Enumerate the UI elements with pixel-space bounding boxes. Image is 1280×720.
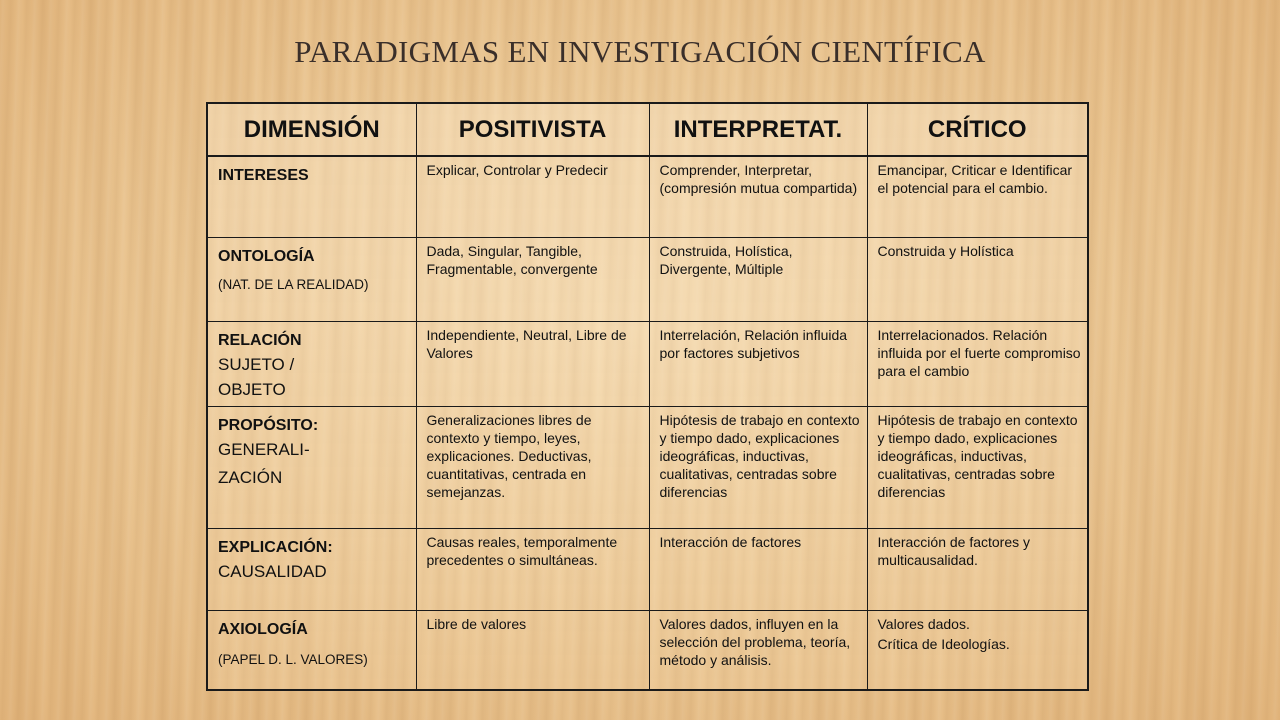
positivista-cell: Explicar, Controlar y Predecir xyxy=(416,156,649,237)
table-row xyxy=(207,406,1088,528)
table-row xyxy=(207,610,1088,690)
dimension-title: RELACIÓN xyxy=(218,331,302,349)
critico-line: Emancipar, Criticar e Identificar el potencial para el cambio. xyxy=(877,162,1073,196)
critico-line: Valores dados. xyxy=(877,615,970,632)
positivista-cell: Dada, Singular, Tangible, Fragmentable, convergente xyxy=(416,237,649,321)
table-header-row xyxy=(207,103,1088,156)
table-row xyxy=(207,156,1088,237)
dimension-cell xyxy=(207,610,416,690)
critico-cell xyxy=(867,406,1088,528)
header-dimension: DIMENSIÓN xyxy=(207,103,416,156)
dimension-subtitle: OBJETO xyxy=(218,379,286,399)
paradigms-table xyxy=(206,102,1089,691)
dimension-subtitle: SUJETO / xyxy=(218,354,295,374)
critico-cell xyxy=(867,321,1088,406)
critico-line: Hipótesis de trabajo en contexto y tiempo dado, explicaciones ideográficas, inductivas, cualitativas, centradas sobre diferencias xyxy=(877,411,1078,500)
dimension-cell xyxy=(207,321,416,406)
interpretativo-cell: Interacción de factores xyxy=(649,528,867,610)
interpretativo-cell: Hipótesis de trabajo en contexto y tiempo dado, explicaciones ideográficas, inductivas, cualitativas, centradas sobre diferencias xyxy=(649,406,867,528)
interpretativo-cell: Interrelación, Relación influida por factores subjetivos xyxy=(649,321,867,406)
dimension-subtitle: (NAT. DE LA REALIDAD) xyxy=(218,276,369,292)
header-positivista: POSITIVISTA xyxy=(416,103,649,156)
dimension-subtitle: CAUSALIDAD xyxy=(218,561,327,581)
dimension-subtitle: GENERALI- xyxy=(218,439,310,459)
dimension-title: ONTOLOGÍA xyxy=(218,247,315,265)
header-interpretativo: INTERPRETAT. xyxy=(649,103,867,156)
dimension-title: EXPLICACIÓN: xyxy=(218,538,333,556)
critico-cell xyxy=(867,528,1088,610)
dimension-cell xyxy=(207,406,416,528)
critico-cell xyxy=(867,237,1088,321)
dimension-title: AXIOLOGÍA xyxy=(218,620,308,638)
critico-line: Construida y Holística xyxy=(877,242,1014,259)
critico-line: Crítica de Ideologías. xyxy=(877,635,1010,652)
critico-cell xyxy=(867,156,1088,237)
interpretativo-cell: Construida, Holística, Divergente, Múltiple xyxy=(649,237,867,321)
positivista-cell: Causas reales, temporalmente precedentes o simultáneas. xyxy=(416,528,649,610)
positivista-cell: Independiente, Neutral, Libre de Valores xyxy=(416,321,649,406)
dimension-subtitle: (PAPEL D. L. VALORES) xyxy=(218,651,368,667)
positivista-cell: Generalizaciones libres de contexto y tiempo, leyes, explicaciones. Deductivas, cuantitativas, centrada en semejanzas. xyxy=(416,406,649,528)
critico-line: Interrelacionados. Relación influida por el fuerte compromiso para el cambio xyxy=(877,326,1081,379)
table-row xyxy=(207,321,1088,406)
dimension-title: INTERESES xyxy=(218,167,309,184)
dimension-subtitle: ZACIÓN xyxy=(218,467,283,487)
dimension-cell xyxy=(207,237,416,321)
interpretativo-cell: Comprender, Interpretar, (compresión mutua compartida) xyxy=(649,156,867,237)
interpretativo-cell: Valores dados, influyen en la selección del problema, teoría, método y análisis. xyxy=(649,610,867,690)
critico-line: Interacción de factores y multicausalidad. xyxy=(877,533,1031,568)
dimension-cell xyxy=(207,528,416,610)
slide-title: PARADIGMAS EN INVESTIGACIÓN CIENTÍFICA xyxy=(294,34,986,69)
table-row xyxy=(207,237,1088,321)
dimension-cell xyxy=(207,156,416,237)
table-row xyxy=(207,528,1088,610)
positivista-cell: Libre de valores xyxy=(416,610,649,690)
dimension-title: PROPÓSITO: xyxy=(218,416,319,434)
critico-cell xyxy=(867,610,1088,690)
header-critico: CRÍTICO xyxy=(867,103,1088,156)
